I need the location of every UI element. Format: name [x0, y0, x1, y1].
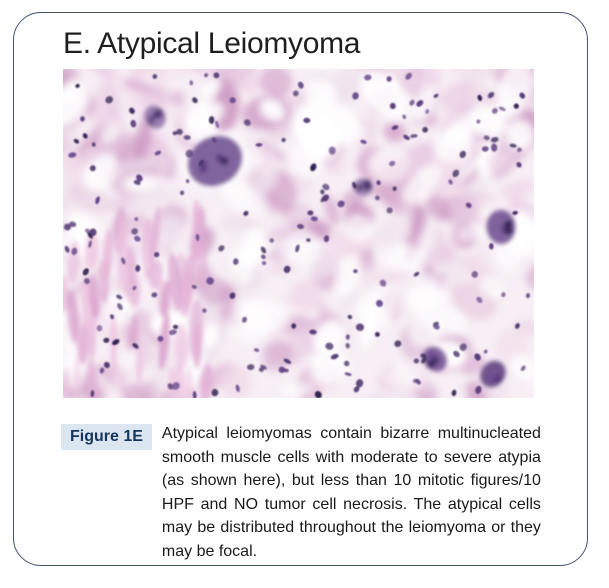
panel-title: E. Atypical Leiomyoma [63, 27, 361, 60]
figure-label: Figure 1E [61, 424, 152, 450]
figure-caption [61, 422, 556, 563]
histology-image [63, 69, 534, 398]
figure-card [13, 12, 588, 566]
histology-svg [63, 69, 534, 398]
caption-text: Atypical leiomyomas contain bizarre multinucleated smooth muscle cells with moderate to severe atypia (as shown here), but less than 10 mitotic figures/10 HPF and NO tumor cell necrosis. The atypical cells may be distributed throughout the leiomyoma or they may be focal. [161, 425, 541, 560]
